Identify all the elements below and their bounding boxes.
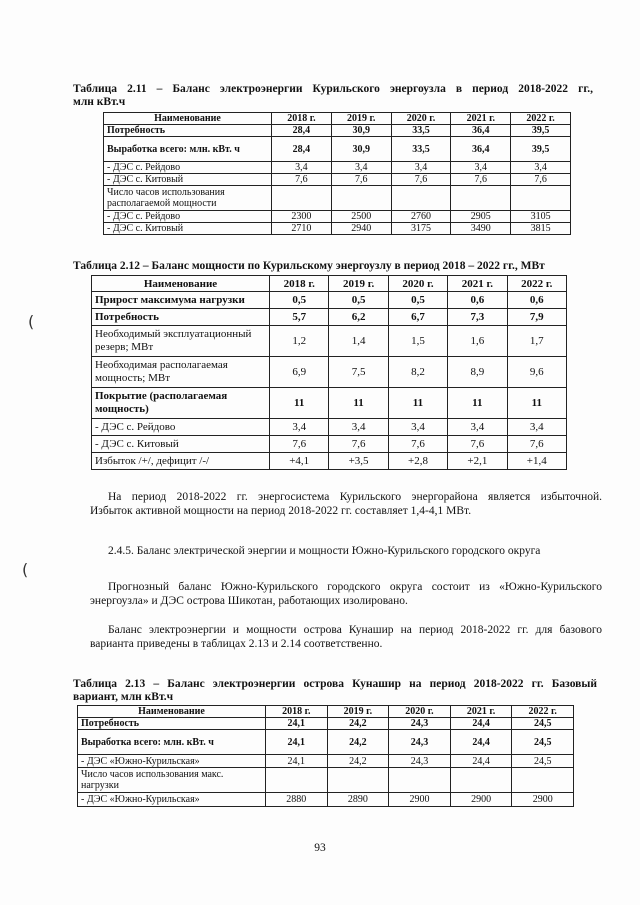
column-header-name: Наименование	[78, 706, 266, 718]
table-row	[92, 292, 567, 309]
table-cell: 28,4	[272, 137, 332, 162]
table-2-11	[103, 112, 571, 235]
table-cell: 6,9	[270, 357, 329, 388]
table-row	[92, 419, 567, 436]
table-cell: 7,6	[448, 436, 507, 453]
table-cell: 36,4	[451, 125, 511, 137]
text-line: На период 2018-2022 гг. энергосистема Курильского энергорайона является избыточной.	[108, 491, 602, 503]
row-label: - ДЭС с. Рейдово	[92, 419, 270, 436]
table-cell: 24,1	[266, 755, 328, 768]
table-cell: 7,6	[388, 436, 447, 453]
column-header-year: 2022 г.	[512, 706, 574, 718]
table-cell: 11	[507, 388, 566, 419]
row-label: Число часов использования располагаемой мощности	[104, 186, 272, 211]
row-label: - ДЭС «Южно-Курильская»	[78, 755, 266, 768]
table-cell: 0,6	[507, 292, 566, 309]
table-cell: 2900	[450, 793, 512, 807]
table-cell: 1,5	[388, 326, 447, 357]
table-cell: 8,2	[388, 357, 447, 388]
table-2-13-caption	[73, 678, 597, 704]
table-cell: 8,9	[448, 357, 507, 388]
table-cell: 11	[270, 388, 329, 419]
column-header-year: 2019 г.	[331, 113, 391, 125]
table-cell: 7,6	[329, 436, 388, 453]
table-cell: 7,9	[507, 309, 566, 326]
table-cell: 24,4	[450, 755, 512, 768]
table-cell: 2890	[327, 793, 389, 807]
table-cell: 33,5	[391, 125, 451, 137]
table-row	[78, 793, 574, 807]
table-cell: 3,4	[448, 419, 507, 436]
table-cell: 7,3	[448, 309, 507, 326]
table-cell	[272, 186, 332, 211]
caption-line: млн кВт.ч	[73, 96, 126, 108]
table-cell: 3,4	[388, 419, 447, 436]
table-cell: 3105	[511, 211, 571, 223]
table-cell	[391, 186, 451, 211]
column-header-year: 2018 г.	[270, 276, 329, 292]
table-2-12	[91, 275, 567, 470]
text-line: Избыток активной мощности на период 2018-2022 гг. составляет 1,4-4,1 МВт.	[90, 505, 472, 517]
table-cell	[327, 768, 389, 793]
table-cell	[389, 768, 451, 793]
table-cell	[511, 186, 571, 211]
row-label: - ДЭС с. Китовый	[104, 223, 272, 235]
table-cell: +3,5	[329, 453, 388, 470]
table-cell: 24,5	[512, 755, 574, 768]
table-cell: 2760	[391, 211, 451, 223]
row-label: Потребность	[92, 309, 270, 326]
column-header-year: 2020 г.	[388, 276, 447, 292]
table-cell: +4,1	[270, 453, 329, 470]
row-label: Потребность	[78, 718, 266, 730]
row-label: - ДЭС с. Китовый	[92, 436, 270, 453]
table-cell: 24,3	[389, 755, 451, 768]
table-2-12-caption	[73, 260, 603, 273]
table-header-row	[104, 113, 571, 125]
table-2-11-caption	[73, 83, 593, 109]
table-cell: 11	[388, 388, 447, 419]
column-header-name: Наименование	[92, 276, 270, 292]
column-header-year: 2020 г.	[391, 113, 451, 125]
table-row	[104, 223, 571, 235]
caption-line: Таблица 2.11 – Баланс электроэнергии Курильского энергоузла в период 2018-2022 гг.,	[73, 83, 593, 95]
table-row	[92, 453, 567, 470]
table-cell: 3,4	[270, 419, 329, 436]
row-label: - ДЭС с. Китовый	[104, 174, 272, 186]
table-cell: 7,6	[391, 174, 451, 186]
column-header-year: 2018 г.	[272, 113, 332, 125]
table-cell: 24,2	[327, 730, 389, 755]
table-cell: 3,4	[451, 162, 511, 174]
table-cell: 33,5	[391, 137, 451, 162]
page-number: 93	[314, 842, 326, 854]
table-cell: 3,4	[391, 162, 451, 174]
table-cell: 28,4	[272, 125, 332, 137]
row-label: Необходимая располагаемая мощность; МВт	[92, 357, 270, 388]
table-cell: 24,2	[327, 755, 389, 768]
caption-line: Таблица 2.13 – Баланс электроэнергии острова Кунашир на период 2018-2022 гг. Базовый	[73, 678, 597, 690]
table-cell: 30,9	[331, 137, 391, 162]
table-header-row	[78, 706, 574, 718]
table-cell: 30,9	[331, 125, 391, 137]
table-cell: 1,6	[448, 326, 507, 357]
column-header-year: 2020 г.	[389, 706, 451, 718]
table-cell: 2900	[512, 793, 574, 807]
table-cell: 3815	[511, 223, 571, 235]
text-line: Прогнозный баланс Южно-Курильского городского округа состоит из «Южно-Курильского	[108, 581, 602, 593]
table-cell: 3490	[451, 223, 511, 235]
table-cell	[512, 768, 574, 793]
table-cell: 3175	[391, 223, 451, 235]
table-row	[78, 730, 574, 755]
table-row	[78, 755, 574, 768]
table-cell: 2300	[272, 211, 332, 223]
table-2-13	[77, 705, 574, 807]
row-label: Избыток /+/, дефицит /-/	[92, 453, 270, 470]
row-label: - ДЭС «Южно-Курильская»	[78, 793, 266, 807]
table-cell: 39,5	[511, 137, 571, 162]
table-cell: 24,5	[512, 730, 574, 755]
table-cell: 7,6	[272, 174, 332, 186]
column-header-name: Наименование	[104, 113, 272, 125]
table-cell: 24,3	[389, 718, 451, 730]
table-cell: 11	[448, 388, 507, 419]
table-cell: 0,5	[388, 292, 447, 309]
column-header-year: 2022 г.	[507, 276, 566, 292]
table-cell: 39,5	[511, 125, 571, 137]
row-label: Выработка всего: млн. кВт. ч	[78, 730, 266, 755]
table-cell: 2880	[266, 793, 328, 807]
paragraph-forecast	[90, 580, 602, 608]
table-cell: 24,3	[389, 730, 451, 755]
table-row	[104, 125, 571, 137]
table-cell: +1,4	[507, 453, 566, 470]
margin-scan-mark: (	[28, 312, 35, 331]
row-label: - ДЭС с. Рейдово	[104, 211, 272, 223]
table-cell: 7,6	[270, 436, 329, 453]
table-cell: 3,4	[507, 419, 566, 436]
table-cell: 1,4	[329, 326, 388, 357]
table-cell: +2,8	[388, 453, 447, 470]
paragraph-kunashir	[90, 623, 602, 651]
column-header-year: 2021 г.	[448, 276, 507, 292]
table-row	[92, 436, 567, 453]
table-cell	[450, 768, 512, 793]
paragraph-surplus	[90, 490, 602, 518]
table-row	[104, 211, 571, 223]
column-header-year: 2019 г.	[327, 706, 389, 718]
row-label: Покрытие (располагаемая мощность)	[92, 388, 270, 419]
table-cell: 3,4	[511, 162, 571, 174]
table-cell: +2,1	[448, 453, 507, 470]
table-cell: 36,4	[451, 137, 511, 162]
row-label: Потребность	[104, 125, 272, 137]
table-cell: 6,7	[388, 309, 447, 326]
table-cell: 24,1	[266, 718, 328, 730]
table-cell: 7,6	[507, 436, 566, 453]
table-cell: 24,1	[266, 730, 328, 755]
table-cell: 2500	[331, 211, 391, 223]
table-row	[104, 162, 571, 174]
row-label: - ДЭС с. Рейдово	[104, 162, 272, 174]
column-header-year: 2021 г.	[451, 113, 511, 125]
row-label: Необходимый эксплуатационный резерв; МВт	[92, 326, 270, 357]
row-label: Прирост максимума нагрузки	[92, 292, 270, 309]
caption-line: Таблица 2.12 – Баланс мощности по Курильскому энергоузлу в период 2018 – 2022 гг., МВт	[73, 260, 545, 272]
margin-scan-mark: (	[22, 560, 29, 579]
text-line: Баланс электроэнергии и мощности острова Кунашир на период 2018-2022 гг. для базового	[108, 624, 602, 636]
table-cell: 6,2	[329, 309, 388, 326]
table-cell: 0,6	[448, 292, 507, 309]
table-cell: 0,5	[329, 292, 388, 309]
column-header-year: 2021 г.	[450, 706, 512, 718]
table-cell: 24,5	[512, 718, 574, 730]
table-row	[78, 768, 574, 793]
table-cell	[266, 768, 328, 793]
table-cell: 1,7	[507, 326, 566, 357]
table-cell: 7,5	[329, 357, 388, 388]
table-row	[92, 309, 567, 326]
table-cell: 3,4	[329, 419, 388, 436]
table-cell: 9,6	[507, 357, 566, 388]
table-header-row	[92, 276, 567, 292]
table-cell: 11	[329, 388, 388, 419]
section-heading	[108, 544, 602, 558]
table-row	[92, 388, 567, 419]
table-cell: 3,4	[272, 162, 332, 174]
section-heading-text: 2.4.5. Баланс электрической энергии и мощности Южно-Курильского городского округа	[108, 545, 541, 557]
table-row	[104, 174, 571, 186]
table-cell: 5,7	[270, 309, 329, 326]
table-cell: 2905	[451, 211, 511, 223]
table-cell: 7,6	[451, 174, 511, 186]
table-cell: 2900	[389, 793, 451, 807]
row-label: Число часов использования макс. нагрузки	[78, 768, 266, 793]
table-cell: 2710	[272, 223, 332, 235]
column-header-year: 2018 г.	[266, 706, 328, 718]
row-label: Выработка всего: млн. кВт. ч	[104, 137, 272, 162]
table-cell: 7,6	[511, 174, 571, 186]
table-cell: 2940	[331, 223, 391, 235]
table-cell	[331, 186, 391, 211]
table-row	[78, 718, 574, 730]
table-cell: 24,2	[327, 718, 389, 730]
column-header-year: 2019 г.	[329, 276, 388, 292]
text-line: энергоузла» и ДЭС острова Шикотан, работающих изолировано.	[90, 595, 408, 607]
table-row	[92, 326, 567, 357]
text-line: варианта приведены в таблицах 2.13 и 2.14 соответственно.	[90, 638, 383, 650]
table-row	[104, 137, 571, 162]
table-row	[92, 357, 567, 388]
table-cell: 3,4	[331, 162, 391, 174]
table-cell	[451, 186, 511, 211]
table-cell: 7,6	[331, 174, 391, 186]
table-cell: 0,5	[270, 292, 329, 309]
caption-line: вариант, млн кВт.ч	[73, 691, 174, 703]
column-header-year: 2022 г.	[511, 113, 571, 125]
table-cell: 24,4	[450, 730, 512, 755]
table-row	[104, 186, 571, 211]
table-cell: 24,4	[450, 718, 512, 730]
table-cell: 1,2	[270, 326, 329, 357]
